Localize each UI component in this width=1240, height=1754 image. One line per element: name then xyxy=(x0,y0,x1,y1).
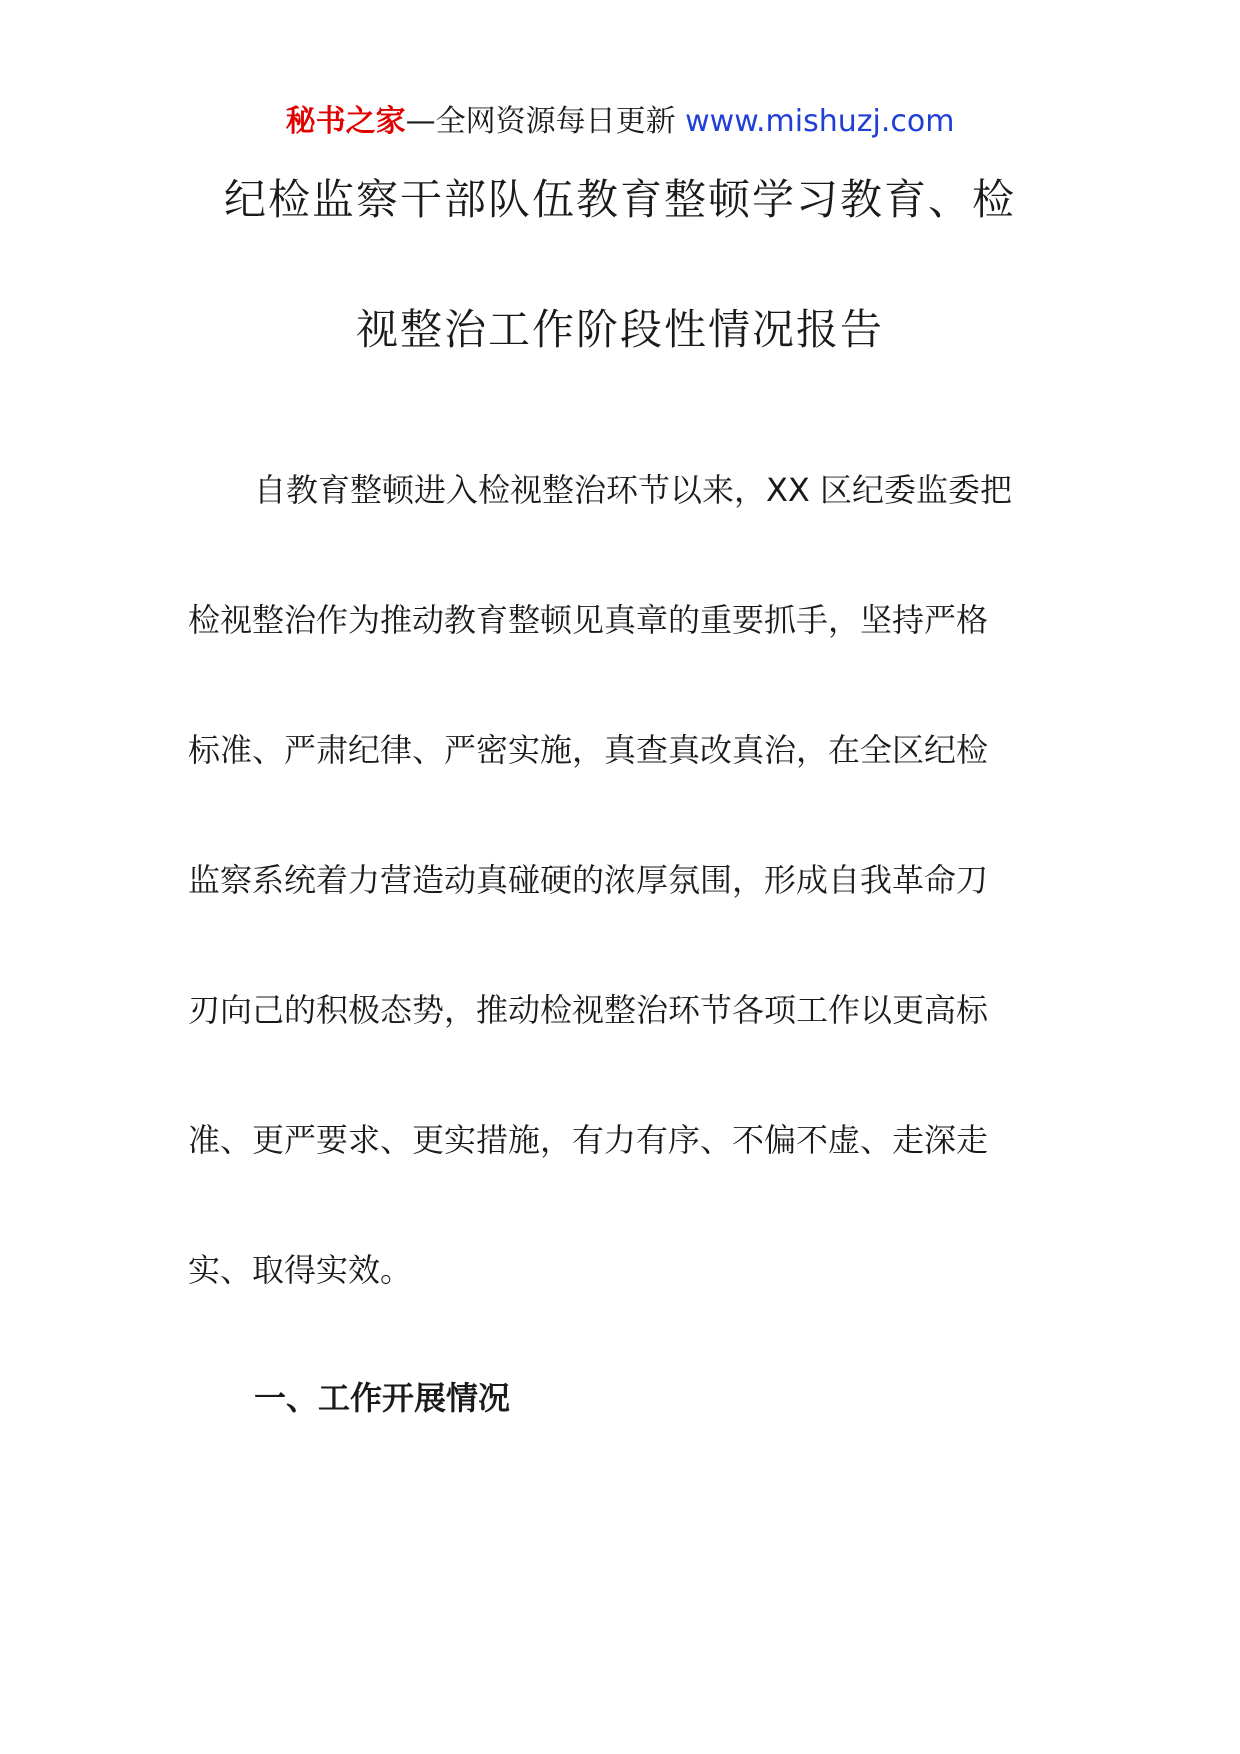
header-slogan: —全网资源每日更新 xyxy=(405,104,686,139)
paragraph-line: 标准、严肃纪律、严密实施，真查真改真治，在全区纪检 xyxy=(188,731,989,769)
site-header xyxy=(0,100,1240,144)
title-line: 纪检监察干部队伍教育整顿学习教育、检 xyxy=(223,175,1016,224)
section-heading: 一、工作开展情况 xyxy=(254,1379,511,1417)
document-title xyxy=(140,160,1100,420)
paragraph-line: 监察系统着力营造动真碰硬的浓厚氛围，形成自我革命刀 xyxy=(188,861,989,899)
paragraph-line: 准、更严要求、更实措施，有力有序、不偏不虚、走深走 xyxy=(188,1121,989,1159)
paragraph-line: 自教育整顿进入检视整治环节以来，XX 区纪委监委把 xyxy=(254,471,1013,509)
paragraph-line: 检视整治作为推动教育整顿见真章的重要抓手，坚持严格 xyxy=(188,601,989,639)
title-line: 视整治工作阶段性情况报告 xyxy=(355,305,884,354)
brand-name: 秘书之家 xyxy=(285,104,406,139)
intro-paragraph xyxy=(188,470,1048,1380)
paragraph-line: 实、取得实效。 xyxy=(188,1251,413,1289)
site-url-link[interactable]: www.mishuzj.com xyxy=(685,104,955,139)
paragraph-line: 刃向己的积极态势，推动检视整治环节各项工作以更高标 xyxy=(188,991,989,1029)
